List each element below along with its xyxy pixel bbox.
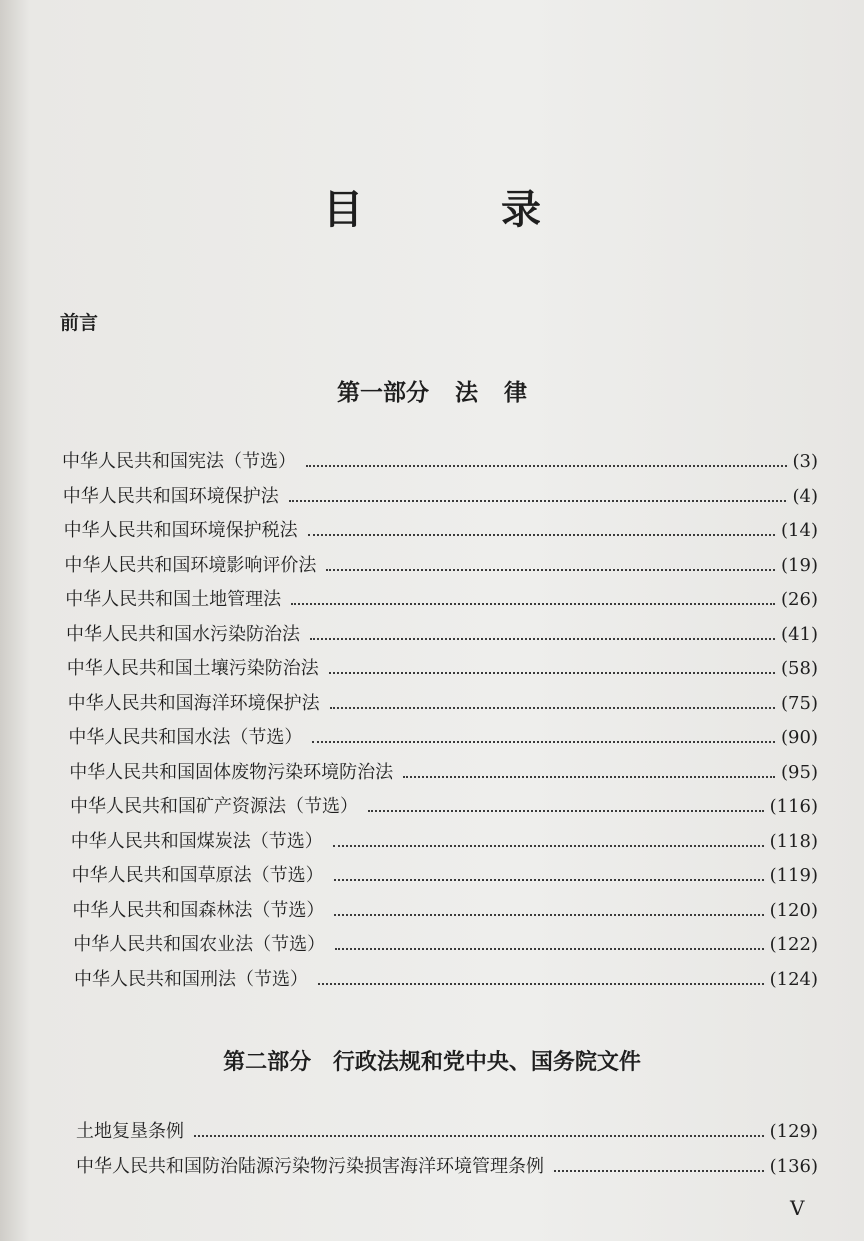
toc-leader-dots <box>291 603 775 605</box>
toc-leader-dots <box>554 1170 764 1172</box>
toc-entry[interactable] <box>76 1154 818 1180</box>
toc-entry[interactable] <box>70 794 818 820</box>
toc-entry[interactable] <box>68 725 818 751</box>
toc-entry-title: 中华人民共和国环境影响评价法 <box>64 554 317 576</box>
toc-leader-dots <box>194 1135 764 1137</box>
toc-entry-page: (26) <box>781 589 818 610</box>
toc-entry[interactable] <box>76 1119 818 1145</box>
preface-link[interactable]: 前言 <box>60 312 99 334</box>
toc-entry[interactable] <box>69 760 818 786</box>
toc-entry-page: (19) <box>781 554 818 576</box>
toc-leader-dots <box>308 534 775 536</box>
toc-entry-page: (136) <box>769 1156 818 1177</box>
toc-entry-page: (58) <box>781 658 818 679</box>
toc-entry-page: (3) <box>792 451 818 472</box>
part2-heading: 第二部分 行政法规和党中央、国务院文件 <box>223 1050 641 1075</box>
toc-leader-dots <box>330 707 775 709</box>
toc-entry-title: 中华人民共和国土壤污染防治法 <box>66 658 319 679</box>
toc-entry-title: 中华人民共和国宪法（节选） <box>62 451 296 472</box>
toc-entry-title: 中华人民共和国水污染防治法 <box>66 623 300 645</box>
toc-entry-page: (90) <box>781 727 818 748</box>
page-number: V <box>790 1196 805 1220</box>
toc-leader-dots <box>403 776 775 778</box>
toc-leader-dots <box>310 638 775 640</box>
toc-entry[interactable] <box>64 518 818 544</box>
toc-entry[interactable] <box>71 829 818 855</box>
toc-leader-dots <box>329 672 775 674</box>
toc-entry[interactable] <box>65 587 818 613</box>
toc-entry[interactable] <box>62 449 818 475</box>
toc-entry-page: (122) <box>769 934 818 955</box>
toc-leader-dots <box>334 914 763 916</box>
toc-leader-dots <box>289 500 787 502</box>
toc-entry-title: 土地复垦条例 <box>76 1121 184 1142</box>
toc-entry-title: 中华人民共和国草原法（节选） <box>71 865 324 886</box>
toc-entry-title: 中华人民共和国土地管理法 <box>65 589 282 610</box>
toc-entry-page: (119) <box>769 865 818 886</box>
toc-leader-dots <box>335 948 763 950</box>
toc-entry-title: 中华人民共和国环境保护税法 <box>63 520 298 541</box>
toc-entry[interactable] <box>66 622 818 648</box>
toc-entry-title: 中华人民共和国水法（节选） <box>68 727 303 748</box>
toc-leader-dots <box>368 810 764 812</box>
toc-entry-page: (75) <box>781 692 818 714</box>
toc-entry-page: (95) <box>781 761 818 783</box>
toc-entry[interactable] <box>64 553 818 579</box>
toc-entry[interactable] <box>74 967 818 993</box>
toc-entry-page: (41) <box>781 623 818 645</box>
toc-leader-dots <box>326 569 775 571</box>
toc-entry-page: (116) <box>769 796 818 817</box>
page-title: 目 录 <box>323 187 603 233</box>
toc-entry-page: (129) <box>769 1121 818 1142</box>
toc-entry-title: 中华人民共和国森林法（节选） <box>72 899 325 921</box>
toc-entry[interactable] <box>73 932 818 958</box>
toc-entry[interactable] <box>67 656 818 682</box>
toc-entry-title: 中华人民共和国防治陆源污染物污染损害海洋环境管理条例 <box>76 1156 544 1177</box>
toc-entry-page: (4) <box>792 485 818 507</box>
part1-heading: 第一部分 法 律 <box>336 380 527 406</box>
toc-entry[interactable] <box>72 898 818 924</box>
toc-entry[interactable] <box>72 863 818 889</box>
toc-leader-dots <box>333 845 764 847</box>
toc-entry-title: 中华人民共和国固体废物污染环境防治法 <box>69 761 394 783</box>
toc-entry[interactable] <box>63 484 818 510</box>
toc-entry-page: (14) <box>781 520 818 541</box>
toc-entry-page: (120) <box>769 899 818 921</box>
toc-leader-dots <box>318 983 764 985</box>
toc-entry-title: 中华人民共和国农业法（节选） <box>73 934 326 955</box>
toc-entry[interactable] <box>68 691 818 717</box>
toc-leader-dots <box>306 465 787 467</box>
toc-entry-page: (124) <box>769 968 818 990</box>
toc-entry-title: 中华人民共和国刑法（节选） <box>74 968 308 990</box>
toc-entry-title: 中华人民共和国海洋环境保护法 <box>67 692 320 714</box>
toc-leader-dots <box>312 741 775 743</box>
toc-entry-title: 中华人民共和国煤炭法（节选） <box>70 830 323 852</box>
toc-entry-title: 中华人民共和国矿产资源法（节选） <box>70 796 358 817</box>
toc-entry-page: (118) <box>769 830 818 852</box>
toc-entry-title: 中华人民共和国环境保护法 <box>62 485 279 507</box>
toc-leader-dots <box>334 879 764 881</box>
